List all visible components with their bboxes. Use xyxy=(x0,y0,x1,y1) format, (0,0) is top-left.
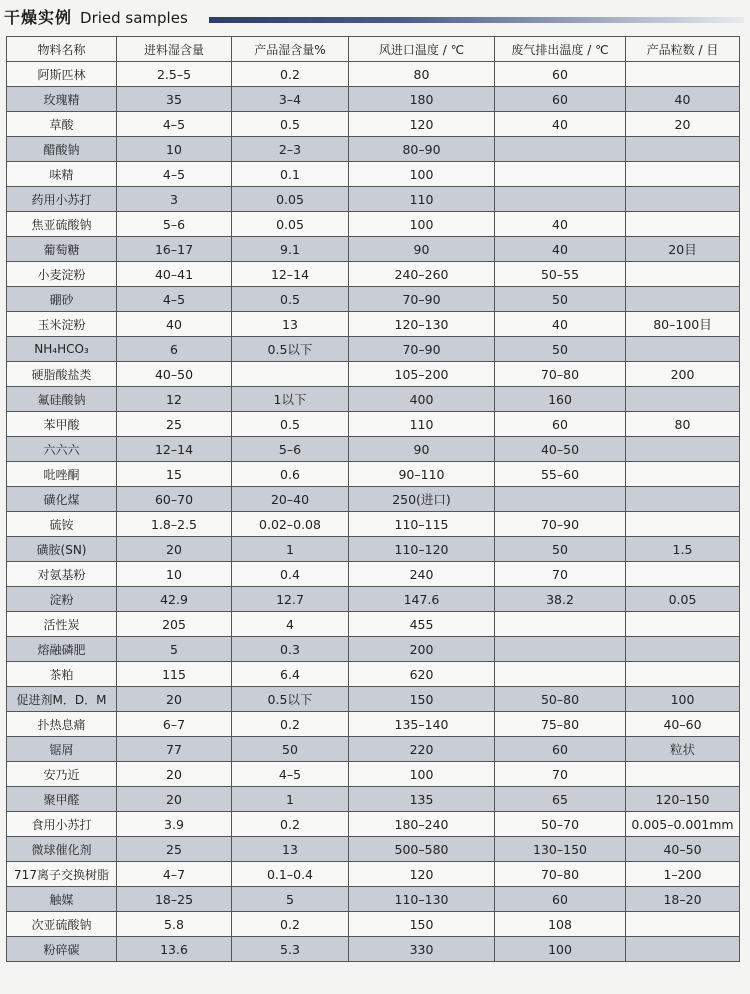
table-cell xyxy=(626,287,740,312)
table-cell: 0.6 xyxy=(232,462,349,487)
table-cell: 70–80 xyxy=(495,362,626,387)
table-row xyxy=(7,287,740,312)
material-name-cell: 锯屑 xyxy=(7,737,117,762)
table-cell xyxy=(626,337,740,362)
table-cell: 5–6 xyxy=(232,437,349,462)
table-row xyxy=(7,462,740,487)
table-cell: 220 xyxy=(349,737,495,762)
table-row xyxy=(7,512,740,537)
table-cell: 100 xyxy=(349,162,495,187)
table-cell xyxy=(626,562,740,587)
table-row xyxy=(7,662,740,687)
table-row xyxy=(7,137,740,162)
table-cell: 0.5以下 xyxy=(232,687,349,712)
table-cell: 80 xyxy=(349,62,495,87)
table-cell: 108 xyxy=(495,912,626,937)
dried-samples-table xyxy=(6,36,740,962)
material-name-cell: 药用小苏打 xyxy=(7,187,117,212)
table-cell: 120 xyxy=(349,862,495,887)
table-cell: 1.5 xyxy=(626,537,740,562)
table-row xyxy=(7,687,740,712)
table-cell xyxy=(626,162,740,187)
table-cell xyxy=(495,187,626,212)
table-cell: 180–240 xyxy=(349,812,495,837)
table-cell: 150 xyxy=(349,687,495,712)
table-cell xyxy=(626,437,740,462)
material-name-cell: 磺化煤 xyxy=(7,487,117,512)
table-cell: 110–115 xyxy=(349,512,495,537)
table-cell: 0.5 xyxy=(232,412,349,437)
table-cell: 50–55 xyxy=(495,262,626,287)
table-cell: 70–90 xyxy=(349,337,495,362)
table-cell: 40–50 xyxy=(626,837,740,862)
table-cell: 18–25 xyxy=(117,887,232,912)
table-cell: 0.005–0.001mm xyxy=(626,812,740,837)
table-cell: 100 xyxy=(495,937,626,962)
table-cell: 粒状 xyxy=(626,737,740,762)
table-cell xyxy=(495,662,626,687)
material-name-cell: 味精 xyxy=(7,162,117,187)
table-row xyxy=(7,862,740,887)
table-cell xyxy=(626,612,740,637)
title-chinese: 干燥实例 xyxy=(4,8,73,27)
table-cell: 16–17 xyxy=(117,237,232,262)
material-name-cell: 硬脂酸盐类 xyxy=(7,362,117,387)
table-cell: 77 xyxy=(117,737,232,762)
table-cell: 110–130 xyxy=(349,887,495,912)
material-name-cell: 促进剂M．D．M xyxy=(7,687,117,712)
table-cell xyxy=(232,362,349,387)
table-row xyxy=(7,487,740,512)
column-header: 废气排出温度 / ℃ xyxy=(495,37,626,62)
table-cell: 20 xyxy=(626,112,740,137)
table-cell xyxy=(626,662,740,687)
table-cell: 50 xyxy=(495,287,626,312)
table-cell xyxy=(495,162,626,187)
material-name-cell: 安乃近 xyxy=(7,762,117,787)
table-cell: 40–41 xyxy=(117,262,232,287)
table-cell: 25 xyxy=(117,412,232,437)
table-cell: 0.5 xyxy=(232,112,349,137)
table-cell: 105–200 xyxy=(349,362,495,387)
table-cell: 147.6 xyxy=(349,587,495,612)
table-row xyxy=(7,912,740,937)
material-name-cell: 磺胺(SN) xyxy=(7,537,117,562)
table-row xyxy=(7,162,740,187)
table-cell: 80 xyxy=(626,412,740,437)
table-cell: 9.1 xyxy=(232,237,349,262)
table-cell: 110 xyxy=(349,187,495,212)
table-cell: 135 xyxy=(349,787,495,812)
table-cell: 4–5 xyxy=(232,762,349,787)
material-name-cell: 触媒 xyxy=(7,887,117,912)
material-name-cell: 717离子交换树脂 xyxy=(7,862,117,887)
table-cell: 240–260 xyxy=(349,262,495,287)
table-cell: 13.6 xyxy=(117,937,232,962)
table-cell: 20 xyxy=(117,762,232,787)
table-cell: 12–14 xyxy=(117,437,232,462)
table-cell: 135–140 xyxy=(349,712,495,737)
table-cell: 70–80 xyxy=(495,862,626,887)
material-name-cell: 焦亚硫酸钠 xyxy=(7,212,117,237)
table-cell: 200 xyxy=(626,362,740,387)
table-cell xyxy=(626,387,740,412)
table-cell: 5 xyxy=(117,637,232,662)
table-cell: 455 xyxy=(349,612,495,637)
table-cell: 60–70 xyxy=(117,487,232,512)
table-cell: 0.1 xyxy=(232,162,349,187)
table-cell: 115 xyxy=(117,662,232,687)
table-cell: 620 xyxy=(349,662,495,687)
table-cell: 1以下 xyxy=(232,387,349,412)
table-cell: 1–200 xyxy=(626,862,740,887)
table-cell: 12 xyxy=(117,387,232,412)
table-row xyxy=(7,87,740,112)
table-cell: 20 xyxy=(117,787,232,812)
table-cell: 0.2 xyxy=(232,712,349,737)
table-cell: 0.1–0.4 xyxy=(232,862,349,887)
table-cell xyxy=(495,612,626,637)
table-row xyxy=(7,887,740,912)
table-cell: 55–60 xyxy=(495,462,626,487)
table-cell: 4–7 xyxy=(117,862,232,887)
table-cell xyxy=(626,637,740,662)
table-cell xyxy=(626,462,740,487)
table-cell: 50 xyxy=(495,537,626,562)
table-cell xyxy=(626,487,740,512)
table-cell xyxy=(626,512,740,537)
material-name-cell: 对氨基粉 xyxy=(7,562,117,587)
table-cell: 0.3 xyxy=(232,637,349,662)
table-cell: 3–4 xyxy=(232,87,349,112)
table-cell: 18–20 xyxy=(626,887,740,912)
material-name-cell: 硼砂 xyxy=(7,287,117,312)
material-name-cell: 玫瑰精 xyxy=(7,87,117,112)
table-row xyxy=(7,387,740,412)
table-cell: 0.05 xyxy=(626,587,740,612)
table-row xyxy=(7,837,740,862)
table-cell: 60 xyxy=(495,737,626,762)
material-name-cell: 活性炭 xyxy=(7,612,117,637)
table-cell: 1 xyxy=(232,787,349,812)
table-cell: 2–3 xyxy=(232,137,349,162)
table-cell xyxy=(495,487,626,512)
table-cell: 6 xyxy=(117,337,232,362)
table-cell xyxy=(626,212,740,237)
table-cell: 50–80 xyxy=(495,687,626,712)
table-cell: 40 xyxy=(495,212,626,237)
table-cell: 70 xyxy=(495,562,626,587)
table-cell xyxy=(626,187,740,212)
table-cell: 40 xyxy=(495,237,626,262)
table-cell: 0.05 xyxy=(232,187,349,212)
table-cell: 50–70 xyxy=(495,812,626,837)
table-cell: 12.7 xyxy=(232,587,349,612)
table-row xyxy=(7,337,740,362)
table-cell: 25 xyxy=(117,837,232,862)
table-cell: 0.2 xyxy=(232,812,349,837)
table-cell: 10 xyxy=(117,137,232,162)
table-cell: 0.2 xyxy=(232,912,349,937)
table-row xyxy=(7,362,740,387)
table-cell: 65 xyxy=(495,787,626,812)
table-header-row xyxy=(7,37,740,62)
table-row xyxy=(7,637,740,662)
table-cell: 20–40 xyxy=(232,487,349,512)
table-cell: 6.4 xyxy=(232,662,349,687)
table-row xyxy=(7,762,740,787)
table-cell xyxy=(626,937,740,962)
table-cell: 4–5 xyxy=(117,287,232,312)
material-name-cell: 淀粉 xyxy=(7,587,117,612)
table-cell xyxy=(626,62,740,87)
table-cell: 20 xyxy=(117,687,232,712)
table-cell: 60 xyxy=(495,62,626,87)
table-cell: 50 xyxy=(495,337,626,362)
table-cell: 40–50 xyxy=(495,437,626,462)
table-row xyxy=(7,587,740,612)
material-name-cell: 次亚硫酸钠 xyxy=(7,912,117,937)
table-cell: 0.2 xyxy=(232,62,349,87)
table-cell: 42.9 xyxy=(117,587,232,612)
table-cell xyxy=(495,637,626,662)
table-cell: 90 xyxy=(349,237,495,262)
table-cell: 110–120 xyxy=(349,537,495,562)
material-name-cell: 吡唑酮 xyxy=(7,462,117,487)
table-cell: 0.05 xyxy=(232,212,349,237)
table-row xyxy=(7,737,740,762)
material-name-cell: 聚甲醛 xyxy=(7,787,117,812)
table-row xyxy=(7,187,740,212)
table-cell: 400 xyxy=(349,387,495,412)
table-cell: 70–90 xyxy=(495,512,626,537)
material-name-cell: 苯甲酸 xyxy=(7,412,117,437)
table-cell: 330 xyxy=(349,937,495,962)
table-row xyxy=(7,237,740,262)
page-header xyxy=(4,6,744,32)
table-cell: 80–90 xyxy=(349,137,495,162)
table-cell: 35 xyxy=(117,87,232,112)
table-cell: 5 xyxy=(232,887,349,912)
table-cell: 100 xyxy=(349,212,495,237)
table-cell: 180 xyxy=(349,87,495,112)
table-cell: 0.4 xyxy=(232,562,349,587)
table-cell: 60 xyxy=(495,87,626,112)
table-cell: 1.8–2.5 xyxy=(117,512,232,537)
table-row xyxy=(7,262,740,287)
table-cell: 12–14 xyxy=(232,262,349,287)
material-name-cell: 小麦淀粉 xyxy=(7,262,117,287)
table-cell: 150 xyxy=(349,912,495,937)
table-cell: 40 xyxy=(495,112,626,137)
table-row xyxy=(7,312,740,337)
table-cell: 50 xyxy=(232,737,349,762)
table-cell: 120 xyxy=(349,112,495,137)
material-name-cell: 六六六 xyxy=(7,437,117,462)
column-header: 物料名称 xyxy=(7,37,117,62)
table-cell: 200 xyxy=(349,637,495,662)
table-row xyxy=(7,612,740,637)
table-cell: 90 xyxy=(349,437,495,462)
material-name-cell: 葡萄糖 xyxy=(7,237,117,262)
table-cell: 4 xyxy=(232,612,349,637)
table-cell: 250(进口) xyxy=(349,487,495,512)
table-cell: 0.02–0.08 xyxy=(232,512,349,537)
material-name-cell: 草酸 xyxy=(7,112,117,137)
table-cell: 75–80 xyxy=(495,712,626,737)
table-cell: 6–7 xyxy=(117,712,232,737)
table-cell: 3.9 xyxy=(117,812,232,837)
table-cell: 60 xyxy=(495,412,626,437)
material-name-cell: 扑热息痛 xyxy=(7,712,117,737)
table-cell: 90–110 xyxy=(349,462,495,487)
table-cell: 38.2 xyxy=(495,587,626,612)
table-cell: 10 xyxy=(117,562,232,587)
table-cell: 40 xyxy=(495,312,626,337)
material-name-cell: 粉碎碳 xyxy=(7,937,117,962)
material-name-cell: 茶粕 xyxy=(7,662,117,687)
table-cell: 110 xyxy=(349,412,495,437)
table-cell: 130–150 xyxy=(495,837,626,862)
table-cell: 40–50 xyxy=(117,362,232,387)
table-cell: 20 xyxy=(117,537,232,562)
title-decoration-bar xyxy=(209,17,744,23)
material-name-cell: NH₄HCO₃ xyxy=(7,337,117,362)
column-header: 进料湿含量 xyxy=(117,37,232,62)
table-cell xyxy=(626,762,740,787)
table-row xyxy=(7,812,740,837)
table-cell: 2.5–5 xyxy=(117,62,232,87)
table-cell xyxy=(626,137,740,162)
table-cell: 5.3 xyxy=(232,937,349,962)
table-row xyxy=(7,787,740,812)
table-cell: 60 xyxy=(495,887,626,912)
table-cell: 4–5 xyxy=(117,112,232,137)
table-cell: 100 xyxy=(349,762,495,787)
material-name-cell: 氟硅酸钠 xyxy=(7,387,117,412)
table-cell: 1 xyxy=(232,537,349,562)
table-row xyxy=(7,62,740,87)
table-cell: 70 xyxy=(495,762,626,787)
table-row xyxy=(7,212,740,237)
table-cell: 0.5 xyxy=(232,287,349,312)
table-row xyxy=(7,562,740,587)
table-cell: 100 xyxy=(626,687,740,712)
page-title xyxy=(4,6,188,30)
material-name-cell: 熔融磷肥 xyxy=(7,637,117,662)
table-cell: 40 xyxy=(626,87,740,112)
table-row xyxy=(7,712,740,737)
table-cell: 5.8 xyxy=(117,912,232,937)
table-cell: 15 xyxy=(117,462,232,487)
material-name-cell: 玉米淀粉 xyxy=(7,312,117,337)
table-cell: 40–60 xyxy=(626,712,740,737)
material-name-cell: 醋酸钠 xyxy=(7,137,117,162)
table-cell: 40 xyxy=(117,312,232,337)
table-cell: 70–90 xyxy=(349,287,495,312)
material-name-cell: 硫铵 xyxy=(7,512,117,537)
table-cell: 13 xyxy=(232,837,349,862)
column-header: 产品粒数 / 目 xyxy=(626,37,740,62)
table-cell: 3 xyxy=(117,187,232,212)
table-cell: 20目 xyxy=(626,237,740,262)
table-cell: 0.5以下 xyxy=(232,337,349,362)
table-cell: 120–130 xyxy=(349,312,495,337)
table-row xyxy=(7,412,740,437)
column-header: 产品湿含量% xyxy=(232,37,349,62)
table-cell: 13 xyxy=(232,312,349,337)
table-row xyxy=(7,437,740,462)
table-cell: 5–6 xyxy=(117,212,232,237)
material-name-cell: 微球催化剂 xyxy=(7,837,117,862)
table-cell xyxy=(495,137,626,162)
table-cell: 205 xyxy=(117,612,232,637)
table-cell xyxy=(626,262,740,287)
table-cell: 120–150 xyxy=(626,787,740,812)
material-name-cell: 阿斯匹林 xyxy=(7,62,117,87)
material-name-cell: 食用小苏打 xyxy=(7,812,117,837)
table-cell xyxy=(626,912,740,937)
table-row xyxy=(7,537,740,562)
title-english: Dried samples xyxy=(80,9,188,27)
table-row xyxy=(7,112,740,137)
table-cell: 500–580 xyxy=(349,837,495,862)
table-cell: 80–100目 xyxy=(626,312,740,337)
column-header: 风进口温度 / ℃ xyxy=(349,37,495,62)
table-cell: 160 xyxy=(495,387,626,412)
table-body xyxy=(7,62,740,962)
table-cell: 4–5 xyxy=(117,162,232,187)
table-cell: 240 xyxy=(349,562,495,587)
table-row xyxy=(7,937,740,962)
